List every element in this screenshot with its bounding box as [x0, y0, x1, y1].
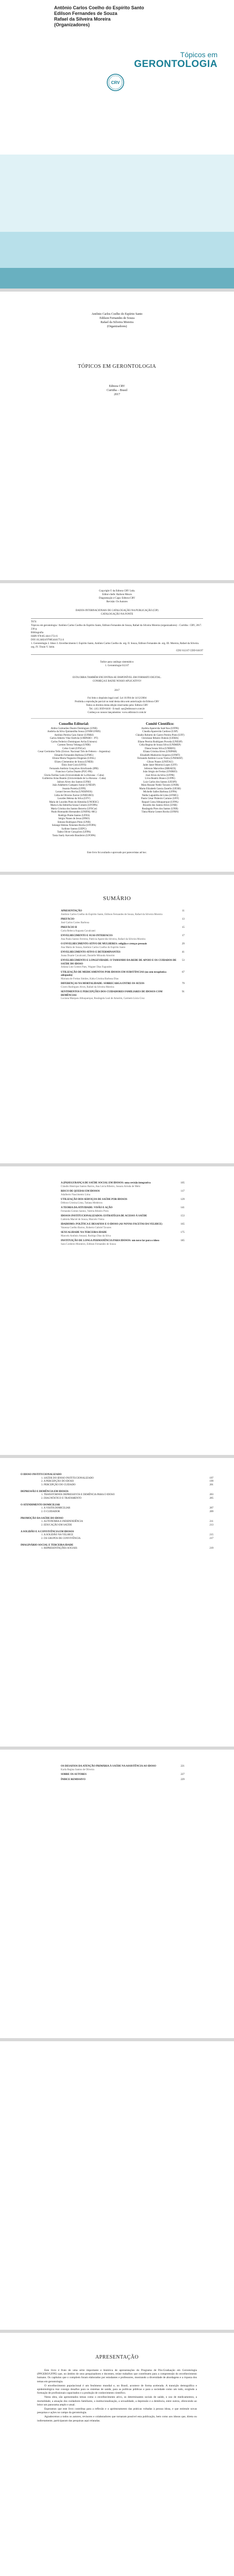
- toc-entry-title: INSTITUIÇÃO DE LONGA PERMANÊNCIA PARA IDOSOS: um novo lar para o idoso: [61, 1240, 159, 1242]
- toc-entry-page: 41: [182, 951, 185, 954]
- index-header: Índice para catálogo sistemático: [100, 661, 134, 664]
- toc-subsection-title: 1. AUTONOMIA E INDEPENDÊNCIA: [41, 1520, 83, 1523]
- toc-entry: [61, 926, 185, 933]
- summary-page-2: [0, 1166, 234, 1455]
- title-page-authors: [0, 312, 234, 329]
- board-member: Lídia de Oliveira Xavier (UNIEURO): [54, 794, 94, 797]
- rights-block: [31, 697, 203, 715]
- toc-subsection-page: 203: [209, 1494, 213, 1496]
- toc-entry: [61, 1190, 185, 1197]
- toc-entry-authors: Débora Cristina Lima, Tatiana Medeiros: [61, 1201, 103, 1205]
- toc-entry-title: OS DESAFIOS DA ATENÇÃO PRIMÁRIA À SAÚDE NA ASSISTÊNCIA AO IDOSO: [61, 1765, 156, 1768]
- board-member: Tadeu Oliver Gonçalves (UFPA): [57, 831, 91, 834]
- author-line: Edilson Fernandes de Souza: [99, 317, 135, 320]
- toc-entry-authors: Ana Paula Santos Ferreira, Patrícia Aparecida Silveira, Rafael da Silveira Moreira: [61, 938, 146, 941]
- toc-entry-page: 221: [180, 1765, 185, 1768]
- toc-subsection-page: 205: [209, 1497, 213, 1500]
- board-member: Lourdes Helena da Silva (UFV): [57, 798, 91, 800]
- toc-section-title: DEPRESSÃO E DEMÊNCIA EM IDOSOS: [21, 1490, 69, 1493]
- toc-entry: [61, 1231, 185, 1238]
- catalog-line: Tópicos em gerontologia / Antônio Carlos Coelho do Espírito Santo, Edilson Fernandes de Souza, Rafael da Silveira Moreira (organizadores) – Curitiba : CRV, 2017.: [31, 624, 202, 627]
- scientific-committee-list: [117, 727, 203, 815]
- toc-subsection-title: 2. OS GRUPOS DE CONVIVÊNCIA: [41, 1537, 81, 1540]
- catalog-line: Bibliografia: [31, 632, 44, 634]
- board-member: José Alves da Silva (UFPR): [145, 774, 175, 777]
- toc-entry-page: 117: [180, 1190, 185, 1193]
- toc-entry: [61, 935, 185, 941]
- board-member: Leonel Severo Rocha (UNISINOS): [56, 791, 92, 793]
- notice-line: CONHEÇA E BAIXE NOSSO APLICATIVO!: [92, 680, 142, 683]
- board-member: Antônio Pereira Gaio Júnior (UFRRJ): [54, 734, 94, 737]
- cover-title: [134, 50, 218, 70]
- toc-entry: [61, 1207, 185, 1213]
- toc-entry-page: 153: [180, 1215, 185, 1217]
- board-member: Carmen Tereza Velanga (UNIR): [57, 744, 91, 747]
- catalog-doi: DOI 10.24824/978854441751.6: [31, 639, 64, 641]
- catalog-header-line: DADOS INTERNACIONAIS DE CATALOGAÇÃO NA PUBLICAÇÃO (CIP): [75, 609, 159, 612]
- board-member: Aldira Guimarães Duarte Domínguez (UNB): [51, 727, 97, 730]
- toc-subsection: [41, 1497, 213, 1501]
- toc-subsection: [41, 1511, 213, 1514]
- board-member: Cláudio Roberto de Castro Pereira Pinto (UFF): [136, 734, 185, 737]
- toc-spacer: [21, 1551, 213, 1554]
- board-member: Jeferson Marcelino (IBRAEX): [144, 767, 176, 770]
- toc-section-title: IMAGINÁRIO SOCIAL E TERCEIRA IDADE: [21, 1544, 74, 1547]
- toc-entry-authors: Antônio Carlos Coelho do Espírito Santo, Edilson Fernandes de Souza, Rafael da Silveira Moreira: [61, 913, 163, 916]
- toc-entry-title: ENVELHECIMENTO E LONGEVIDADE: O TAMANHO DA REDE DE APOIO E OS CUIDADOS DE SAÚDE DO IDOSO: [61, 959, 177, 965]
- toc-entry-authors: José Carlos Cortes Barbosa: [61, 921, 89, 924]
- toc-entry: [61, 991, 185, 1001]
- toc-entry-page: 15: [182, 926, 185, 929]
- toc-list-4: [61, 1765, 185, 1783]
- board-member: João Adalberto Campato Junior (UNESP): [52, 784, 96, 787]
- toc-entry-title: ENVELHECIMENTO ATIVO E DETERMINANTES: [61, 951, 121, 954]
- toc-entry-authors: Luciana Marques Albuquerque, Rosângela Leal de Amorim, Carmem Lúcia Cruz: [61, 997, 145, 1000]
- rights-line: Todos os direitos desta edição reservados pela: Editora CRV: [86, 704, 148, 707]
- toc-subsection: [41, 1547, 213, 1551]
- toc-entry-authors: Sara Cordeiro Monteiro, Edilson Fernandes de Souza: [61, 1243, 116, 1246]
- rights-line: Conheça os nossos lançamentos: www.editoracrv.com.br: [88, 711, 146, 714]
- toc-subsection: [41, 1524, 213, 1528]
- board-member: Fernando Antônio Gonçalves Alcoforado (IPB): [49, 767, 98, 770]
- toc-entry: [61, 1182, 185, 1189]
- toc-entry-title: PREFÁCIO II: [61, 926, 77, 929]
- toc-entry-title: ÍNDICE REMISSIVO: [61, 1778, 86, 1781]
- toc-entry: [61, 918, 185, 925]
- presentation-paragraph: Nesta obra, são apresentados temas como o envelhecimento ativo, os determinantes sociais de saúde, o uso de medicamentos, a mortalidade, a atuação dos cuidadores familiares, a institucionalização, a sexualidade, a depressão e a demência, entre outros, oferecendo ao leitor um panorama amplo e atual.: [37, 2396, 197, 2406]
- toc-entry-title: IDADISMO: POLÍTICA E DESAFIOS E O IDOSO (AS NOVAS FACETAS DA VELHICE): [61, 1223, 162, 1226]
- city-line: Curitiba – Brasil: [107, 389, 127, 392]
- peer-review-note: Este livro foi avaliado e aprovado por pareceristas ad hoc.: [87, 852, 147, 854]
- toc-section-title: O IDOSO INSTITUCIONALIZADO: [21, 1473, 62, 1476]
- toc-subsection-title: 2. EDUCAÇÃO EM SAÚDE: [41, 1523, 72, 1527]
- toc-entry-title: PREFÁCIO: [61, 918, 75, 921]
- toc-entry-page: 105: [180, 1182, 185, 1184]
- board-member: Eduardo Fernandes Barbosa (UFMG): [54, 754, 94, 757]
- index-line: 1. Gerontologia 612.67: [105, 665, 129, 667]
- cover-author: Edilson Fernandes de Souza: [54, 11, 118, 16]
- board-member: Guillermo Arias Beatón (Universidade de La Havana – Cuba): [42, 777, 106, 780]
- toc-subsection-page: 211: [209, 1520, 213, 1523]
- presentation-body: [37, 2369, 197, 2424]
- toc-entry-title: O ENVELHECIMENTO ATIVO DE MULHERES: religião e crenças pessoais: [61, 943, 147, 945]
- toc-entry-page: 67: [182, 971, 185, 974]
- toc-subsection-page: 197: [209, 1477, 213, 1480]
- copyright-page: [0, 583, 234, 872]
- toc-entry: [61, 1773, 185, 1777]
- catalog-header: [31, 609, 203, 616]
- board-member: Paulo César Pinheiro Carrano (UFF): [141, 798, 179, 800]
- toc-subsection-page: 207: [209, 1507, 213, 1510]
- board-member: Lívia Beatriz Bianco (UFPE): [145, 777, 175, 780]
- toc-entry-title: IDOSOS INSTITUCIONALIZADOS: ESTRATÉGIA DE ACESSO À SAÚDE: [61, 1215, 147, 1217]
- toc-subsection-title: 1. A VISITA DOMICILIAR: [41, 1507, 71, 1510]
- rights-spacer: [31, 717, 203, 720]
- board-member: Tânia Maria Gomes Rocha (UFRN): [141, 811, 179, 814]
- toc-entry-page: 13: [182, 918, 185, 921]
- toc-subsection-title: 1. SAÚDE DO IDOSO INSTITUCIONALIZADO: [41, 1477, 94, 1480]
- toc-entry-page: 29: [182, 943, 185, 945]
- rights-line: Foi feito o depósito legal conf. Lei 10.994 de 14/12/2004: [87, 697, 147, 700]
- toc-entry-title: UTILIZAÇÃO DE MEDICAMENTOS POR IDOSOS EM SUBSTÂNCIAS (ou sem terapêutica adequada): [61, 971, 166, 977]
- board-member: Maria Lília Imbiriba Sousa Colares (UFOPA): [50, 804, 98, 807]
- board-member: Élsio José Corá (UFFS): [61, 764, 87, 767]
- toc-subsection-title: 1. REPRESENTAÇÕES SOCIAIS: [41, 1547, 77, 1550]
- toc-entry-title: RISCO DE QUEDAS EM IDOSOS: [61, 1190, 100, 1193]
- blank-page: [0, 2041, 234, 2330]
- presentation-paragraph: O envelhecimento populacional é um fenômeno mundial e, no Brasil, acontece de forma acelerada. A transição demográfica e epidemiológica traz consigo desafios para os sistemas de saúde, para as políticas públicas e para a sociedade como um todo, exigindo a formação de profissionais capacitados e a produção de conhecimento científico.: [37, 2384, 197, 2395]
- cover-title-line1: Tópicos em: [180, 50, 218, 59]
- toc-entry-page: 91: [182, 991, 185, 993]
- board-member: Tania Suely Azevedo Brasileiro (UFOPA): [52, 834, 96, 837]
- toc-entry: [61, 951, 185, 958]
- toc-entry: [61, 1223, 185, 1230]
- toc-list-1: [61, 910, 185, 1003]
- toc-entry-page: 79: [182, 982, 185, 985]
- board-member: Fernando Antônio Lucas Vieira (UNEMAT): [137, 757, 183, 760]
- board-member: Rodrigo Pratte-Santos (UFES): [58, 814, 90, 817]
- toc-entry-page: 11: [182, 910, 185, 912]
- board-member: Ricardo dos Santos Alves (UNB): [143, 804, 177, 807]
- board-member: Francisco Carlos Duarte (PUC-PR): [56, 771, 92, 773]
- toc-entry-authors: Mariana de Freitas Simões, Kátia Cristina Barbosa Dias: [61, 977, 119, 980]
- book-title: TÓPICOS EM GERONTOLOGIA: [78, 364, 156, 369]
- author-line: (Organizadores): [107, 325, 127, 328]
- copyright-line: Editor-chefe: Railson Moura: [102, 594, 132, 596]
- publisher-line: Editora CRV: [109, 385, 125, 388]
- summary-title: SUMÁRIO: [103, 895, 131, 902]
- toc-list-3: [21, 1473, 213, 1554]
- board-member: Célia Regina de Souza Silva (UNIMEP): [139, 744, 181, 747]
- toc-subsection-page: 209: [209, 1510, 213, 1513]
- logo-text: CRV: [111, 80, 120, 85]
- toc-entry-page: 165: [180, 1223, 185, 1226]
- summary-page-1: [0, 875, 234, 1163]
- rights-line: Tel.: (41) 3039-6418 - E-mail: sac@editoracrv.com.br: [89, 708, 145, 710]
- board-member: Carlos Alberto Vilar Estêvão (UMINHO – PT): [49, 737, 98, 740]
- presentation-paragraph: Agradecemos a todos os autores, revisores e colaboradores que tornaram possível esta publicação, bem como aos idosos que, direta ou indiretamente, participaram das pesquisas aqui relatadas.: [37, 2415, 197, 2422]
- board-member: Carlos Federico Dominguez Avila (Unieuro): [51, 740, 97, 743]
- board-member: Paulo Romualdo Hernandes (UNIFAL-MG): [51, 811, 97, 814]
- author-line: Antônio Carlos Coelho do Espírito Santo: [91, 313, 143, 316]
- board-member: Elizeu Clementino de Souza (UNEB): [55, 760, 93, 764]
- summary-page-3: [0, 1458, 234, 1747]
- cover-band-dark: [0, 268, 234, 289]
- catalog-isbn: ISBN 978-85-444-1751-6: [31, 635, 58, 638]
- toc-entry-authors: Cícero Rodrigues Alves, Rafael da Silveira Moreira: [61, 986, 114, 989]
- board-member: Mara Rosane Noble Tavares (UNIR): [141, 784, 179, 787]
- year-line: 2017: [114, 393, 120, 396]
- toc-entry-authors: Cláudio Henrique Santos Barros, Ana Lúcia Ribeiro, Jussara Arruda de Melo: [61, 1185, 141, 1188]
- toc-section-title: O ATENDIMENTO DOMICILIAR: [21, 1503, 60, 1506]
- board-member: Jader Janer Moreira Lopes (UFF): [143, 764, 177, 767]
- catalog-code: T674: [31, 621, 37, 623]
- board-member: Eliane Pereira Rodrigues Poveda (UNESP): [138, 740, 182, 743]
- scientific-committee-title: Comitê Científico:: [145, 722, 174, 726]
- editorial-council-list: [31, 727, 117, 838]
- cover-page: [0, 0, 234, 289]
- toc-entry: [61, 910, 185, 917]
- editorial-council-title: Conselho Editorial:: [59, 722, 89, 726]
- board-member: Claudia Aparecida Cardoso (USP): [142, 731, 178, 733]
- toc-entry-title: DIFERENÇAS NA MORTALIDADE: SOBRECARGA ENTRE OS SEXOS: [61, 982, 144, 985]
- board-member: Diana Souza Silva (UNIRIO): [144, 747, 175, 750]
- board-member: Simone Rodrigues Pinto (UNB): [57, 821, 91, 824]
- catalog-line: 1. Gerontologia 2. Idoso 3. Envelhecimento I. Espírito Santo, Antônio Carlos Coelho do. org. II. Souza, Edilson Fernandes de. org. III. Moreira, Rafael da Silveira. org. IV. Título V. Série.: [31, 642, 199, 649]
- presentation-title: APRESENTAÇÃO: [95, 2354, 139, 2360]
- toc-subsection-page: 215: [209, 1534, 213, 1536]
- toc-entry-page: 129: [180, 1198, 185, 1201]
- toc-subsection-page: 201: [209, 1483, 213, 1486]
- toc-entry-authors: Joana Duarte Cavalcanti, Danielle Miranda Amorim: [61, 954, 115, 957]
- toc-entry-title: A (IN)SEGURANÇA DE SAÚDE SOCIAL EM IDOSOS: uma revisão integrativa: [61, 1182, 151, 1184]
- board-member: Raquel Costa Albuquerque (UFPA): [142, 801, 178, 804]
- toc-entry: [61, 1778, 185, 1782]
- toc-entry: [61, 1198, 185, 1205]
- board-member: Gloria Fariñas León (Universidade de La Havana – Cuba): [44, 774, 104, 777]
- board-member: Maria Cristina dos Santos Bezerra (UFSCar): [51, 807, 97, 810]
- toc-entry-title: SENTIMENTOS E PERCEPÇÕES DOS CUIDADORES FAMILIARES DE IDOSOS COM DEMÊNCIAS: [61, 991, 163, 997]
- board-member: Maria de Lourdes Pinto de Almeida (UNOESC): [49, 801, 99, 804]
- toc-entry-page: 185: [180, 1240, 185, 1242]
- copyright-line: Copyright © da Editora CRV Ltda.: [99, 590, 135, 592]
- toc-subsection: [41, 1484, 213, 1487]
- toc-entry-title: APRESENTAÇÃO: [61, 910, 82, 912]
- toc-entry-authors: Adalberto Nascimento Lima: [61, 1193, 90, 1196]
- scientific-committee: [117, 722, 203, 838]
- toc-section-title: A SOLIDÃO E A CONVIVÊNCIA EM IDOSOS: [21, 1530, 74, 1533]
- toc-subsection-page: 219: [209, 1547, 213, 1550]
- cover-organizers-label: (Organizadores): [54, 22, 90, 27]
- cover-authors: [54, 5, 144, 28]
- toc-entry-page: 141: [180, 1207, 185, 1209]
- toc-entry: [61, 959, 185, 970]
- board-member: Eliana Cristina Alves (UNIPAR): [143, 751, 177, 753]
- publisher-logo-icon: [106, 73, 125, 92]
- copyright-year: 2017: [114, 689, 120, 692]
- toc-subsection-title: 2. DIAGNÓSTICO E TRATAMENTO: [41, 1497, 82, 1500]
- catalog-line: 230 p.: [31, 628, 38, 631]
- toc-entry-authors: Gabriela Maciel de Souza, Marcelo Vieira: [61, 1218, 105, 1221]
- cover-title-line2: GERONTOLOGIA: [134, 59, 218, 70]
- toc-entry-title: UTILIZAÇÃO DOS SERVIÇOS DE SAÚDE POR IDOSOS: [61, 1198, 127, 1201]
- presentation-page-1: [0, 2333, 234, 2576]
- editorial-council: [31, 722, 117, 838]
- rights-line: Proibida a reprodução parcial ou total desta obra sem autorização da Editora CRV: [75, 701, 159, 703]
- board-member: Christiane Ribeiro Dubois (UEMA): [141, 737, 179, 740]
- toc-entry: [61, 943, 185, 950]
- board-member: Andréia da Silva Quintanilha Sousa (UNIR/UFRN): [47, 731, 101, 733]
- board-member: Josania Portela (UFPI): [62, 787, 86, 790]
- toc-subsection-title: 1. A SOLIDÃO NA VELHICE: [41, 1534, 73, 1536]
- copyright-line: Revisão: Os Autores: [106, 601, 128, 603]
- toc-entry-page: 17: [182, 935, 185, 937]
- toc-subsection-title: 3. PERCEPÇÃO DO CUIDADO: [41, 1483, 76, 1486]
- cover-author: Rafael da Silveira Moreira: [54, 16, 111, 22]
- toc-subsection-title: 2. O CUIDADOR: [41, 1510, 60, 1513]
- presentation-paragraph: Esperamos que este livro contribua para a reflexão e o aprimoramento das práticas voltadas à pessoa idosa, e que estimule novas pesquisas e ações no campo da gerontologia.: [37, 2408, 197, 2415]
- toc-entry-title: ENVELHECIMENTO E SUAS INTERFACES: [61, 935, 113, 937]
- notice-line: ESTA OBRA TAMBÉM ENCONTRA-SE DISPONÍVEL EM FORMATO DIGITAL.: [72, 676, 162, 679]
- rule: [31, 718, 203, 719]
- toc-entry-authors: Fernanda Gomes Santos, Valéria Ribeiro Pires: [61, 1210, 109, 1213]
- board-member: Jailson Alves dos Santos (UFRJ): [57, 781, 91, 784]
- board-member: Solange Helena Ximenes-Rocha (UFOPA): [52, 824, 96, 827]
- board-member: Elizabeth Madureira Siqueira (UFMT): [140, 754, 180, 757]
- toc-entry-authors: Carla Rebeca Augusta Cavalcanti: [61, 929, 96, 933]
- toc-entry: [61, 982, 185, 989]
- board-member: Luiz Carlos dos Santos (UESPI): [143, 781, 177, 784]
- toc-subsection-title: 2. A PERCEPÇÃO DO IDOSO: [41, 1480, 74, 1483]
- copyright-top: [31, 589, 203, 604]
- copyright-line: Diagramação e Capa: Editora CRV: [98, 597, 136, 600]
- board-member: Sydione Santos (UEPG): [61, 827, 87, 831]
- toc-subsection-page: 199: [209, 1480, 213, 1483]
- toc-section-title: PROMOÇÃO DA SAÚDE DO IDOSO: [21, 1517, 63, 1520]
- toc-entry-title: A TEORIA DA ATIVIDADE: VISÃO E AÇÃO: [61, 1207, 113, 1209]
- toc-entry-authors: Marcelo Antônio Amaral, Rodrigo Dias da Silva: [61, 1234, 111, 1238]
- toc-list-2: [61, 1182, 185, 1248]
- author-line: Rafael da Silveira Moreira: [101, 321, 133, 324]
- board-member: Celso Conti (UFSCar): [62, 747, 86, 750]
- toc-entry-page: 227: [180, 1773, 185, 1776]
- toc-entry-page: 229: [180, 1778, 185, 1781]
- toc-entry: [61, 1240, 185, 1246]
- editorial-boards: [31, 722, 203, 838]
- toc-entry: [61, 1765, 185, 1772]
- toc-entry-page: 175: [180, 1231, 185, 1234]
- toc-entry-authors: Karla Regina Santos de Oliveira: [61, 1768, 94, 1771]
- toc-entry-authors: Juliana Lins Gomes Paes, Wagner Dias Fagundes: [61, 966, 112, 969]
- toc-entry-authors: Ana Maria de Sousa, Antônio Carlos Coelho do Espírito Santo: [61, 946, 126, 949]
- toc-subsection: [41, 1537, 213, 1541]
- catalog-index: [31, 660, 203, 668]
- board-member: Marta Elizabeth Gassia Zanello (UESB): [139, 787, 181, 790]
- toc-entry-title: SOBRE OS AUTORES: [61, 1773, 87, 1776]
- toc-subsection-title: 1. TRANSTORNOS DEPRESSIVOS E DEMÊNCIA PARA O IDOSO: [41, 1494, 115, 1496]
- cover-author: Antônio Carlos Coelho do Espírito Santo: [54, 5, 144, 10]
- toc-entry-authors: Vanessa Coelho Barros, Roberto Gabriel Tavares: [61, 1226, 111, 1229]
- title-page: [0, 292, 234, 580]
- board-member: Elione Maria Nogueira Diogenes (UFAL): [52, 757, 96, 760]
- board-member: Sérgio Nunes de Jesus (IFRO): [58, 818, 90, 820]
- catalog-header-line: CATALOGAÇÃO NA FONTE: [101, 613, 133, 616]
- catalog-classification: CDU 612.67 CDD 618.97: [176, 650, 203, 652]
- toc-subsection-page: 217: [209, 1537, 213, 1540]
- board-member: João Sérgio de Freitas (UNIRIO): [143, 771, 177, 773]
- toc-entry: [61, 971, 185, 981]
- board-member: Gilson Nunes (UNITAU): [147, 760, 173, 764]
- board-member: Michelle Salles Barbosa (UFPA): [143, 791, 177, 793]
- toc-entry: [61, 1215, 185, 1222]
- catalog-card: [31, 618, 203, 655]
- presentation-paragraph: Este livro é fruto de uma série importante e histórica de apresentações do Programa de Pós-Graduação em Gerontologia (PPGERO/UFPE) que, no âmbito de seus pesquisadores e docentes, reúne trabalhos que contribuem para a compreensão do envelhecimento humano. Os capítulos que o compõem foram elaborados por estudantes e professores, mostrando a diversidade de abordagens e a riqueza dos temas em gerontologia.: [37, 2369, 197, 2383]
- toc-entry-title: SEXUALIDADE NA TERCEIRA IDADE: [61, 1231, 107, 1234]
- summary-page-4: [0, 1750, 234, 2038]
- board-member: Rosângela Pires dos Santos (UNB): [142, 807, 178, 810]
- toc-subsection-page: 213: [209, 1523, 213, 1527]
- edition-info: [0, 384, 234, 397]
- board-member: Nádia Laguárdia de Lima (UFMG): [142, 794, 178, 797]
- board-member: Cesar Gerónimo Tello (Univer. Nacional Três de Febrero – Argentina): [38, 751, 110, 753]
- digital-notice: [31, 676, 203, 683]
- toc-entry-page: 53: [182, 959, 185, 962]
- board-member: Andréa Aparecida Sant'Ana (UFPR): [141, 727, 179, 730]
